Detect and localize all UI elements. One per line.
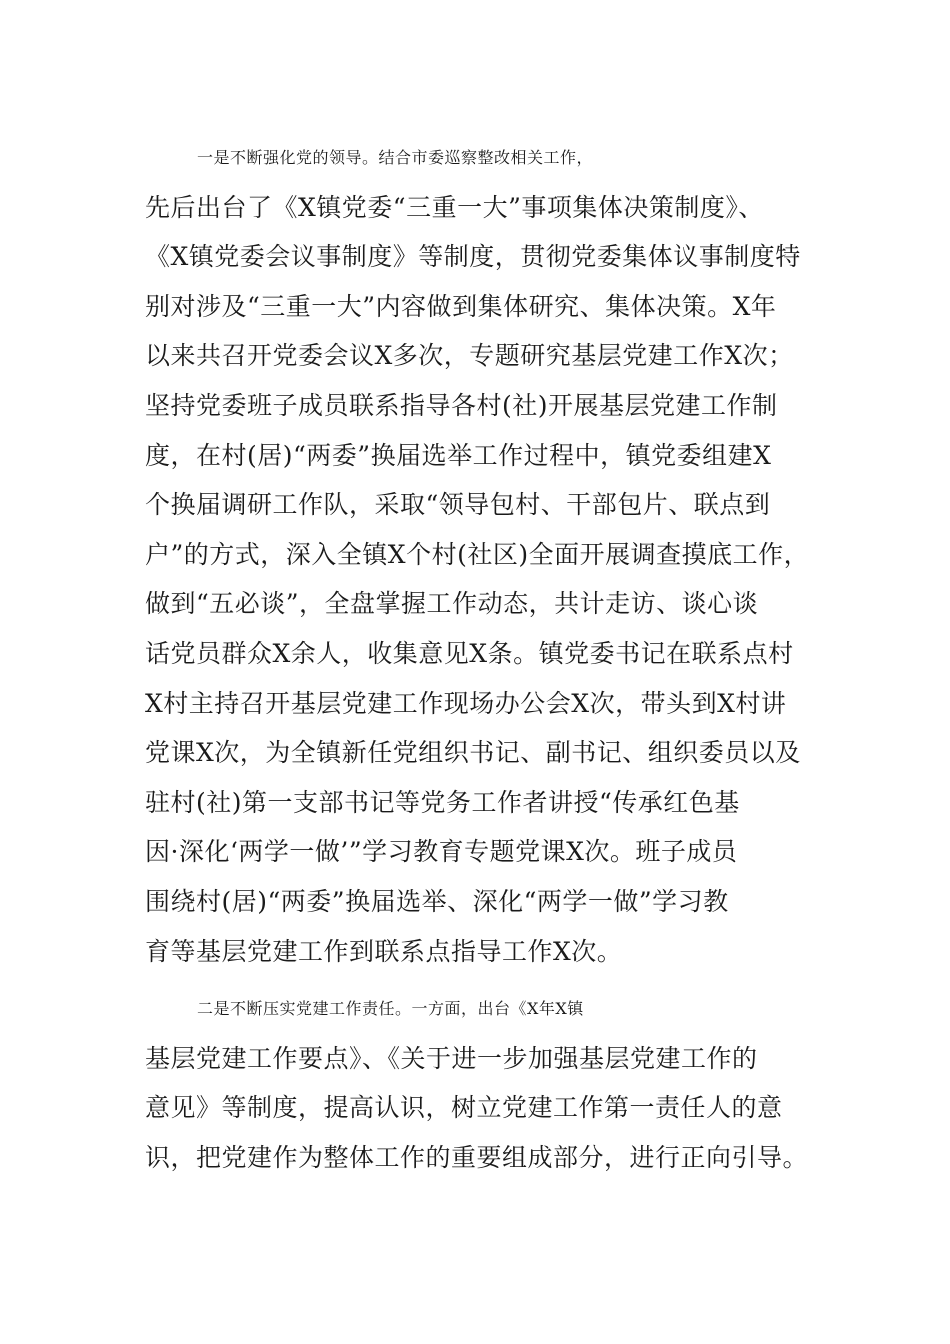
text-line: 户”的方式，深入全镇X个村(社区)全面开展调查摸底工作， xyxy=(145,539,810,569)
text-line: 围绕村(居)“两委”换届选举、深化“两学一做”学习教 xyxy=(145,886,729,916)
text-line: 个换届调研工作队，采取“领导包村、干部包片、联点到 xyxy=(145,490,771,520)
text-line: 识，把党建作为整体工作的重要组成部分，进行正向引导。 xyxy=(145,1142,809,1172)
paragraph-party-leadership xyxy=(145,133,835,976)
text-line: 做到“五必谈”，全盘掌握工作动态，共计走访、谈心谈 xyxy=(145,589,759,619)
text-line: 意见》等制度，提高认识，树立党建工作第一责任人的意 xyxy=(145,1093,783,1123)
text-line: 驻村(社)第一支部书记等党务工作者讲授“传承红色基 xyxy=(145,787,740,817)
text-line: 度，在村(居)“两委”换届选举工作过程中，镇党委组建X xyxy=(145,440,772,470)
text-line: 坚持党委班子成员联系指导各村(社)开展基层党建工作制 xyxy=(145,390,778,420)
text-line: 二是不断压实党建工作责任。一方面，出台《X年X镇 xyxy=(197,999,584,1018)
text-line: 一是不断强化党的领导。结合市委巡察整改相关工作， xyxy=(197,148,594,167)
text-line: 因·深化‘两学一做’”学习教育专题党课X次。班子成员 xyxy=(145,837,738,867)
text-line: 以来共召开党委会议X多次，专题研究基层党建工作X次； xyxy=(145,341,794,371)
text-line: 先后出台了《X镇党委“三重一大”事项集体决策制度》、 xyxy=(145,192,764,222)
paragraph-party-responsibility xyxy=(145,984,835,1182)
text-line: X村主持召开基层党建工作现场办公会X次，带头到X村讲 xyxy=(145,688,787,718)
text-line: 别对涉及“三重一大”内容做到集体研究、集体决策。X年 xyxy=(145,291,777,321)
text-line: 话党员群众X余人，收集意见X条。镇党委书记在联系点村 xyxy=(145,638,794,668)
text-line: 育等基层党建工作到联系点指导工作X次。 xyxy=(145,936,623,966)
text-line: 《X镇党委会议事制度》等制度，贯彻党委集体议事制度特 xyxy=(145,242,801,272)
text-line: 党课X次，为全镇新任党组织书记、副书记、组织委员以及 xyxy=(145,738,801,768)
text-line: 基层党建工作要点》、《关于进一步加强基层党建工作的 xyxy=(145,1043,758,1073)
